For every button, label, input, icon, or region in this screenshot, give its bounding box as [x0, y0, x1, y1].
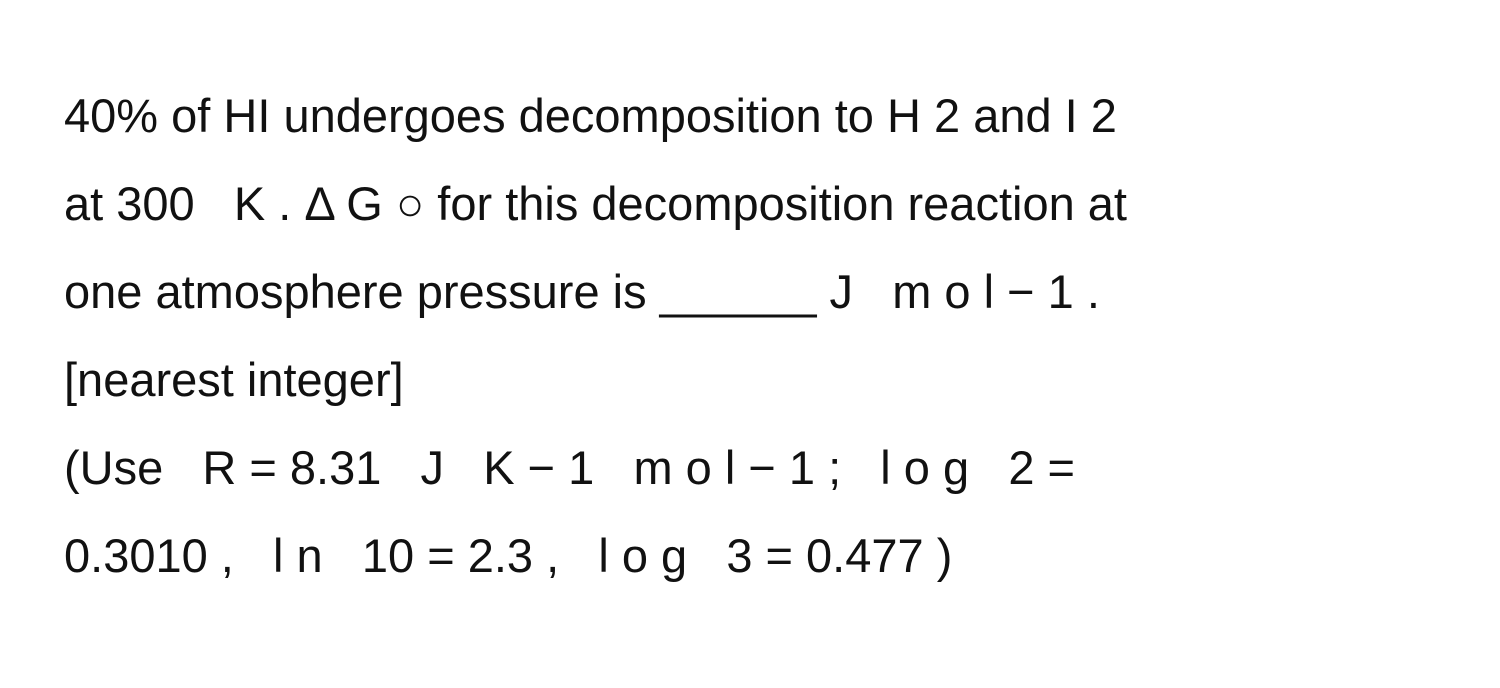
question-line-2: at 300 K . Δ G ○ for this decomposition reaction at — [64, 177, 1127, 230]
question-text-block — [64, 89, 1464, 620]
question-line-1: 40% of HI undergoes decomposition to H 2 and I 2 — [64, 89, 1117, 142]
question-line-4: [nearest integer] — [64, 353, 404, 406]
question-line-3: one atmosphere pressure is ______ J m o l − 1 . — [64, 265, 1100, 318]
question-line-6: 0.3010 , l n 10 = 2.3 , l o g 3 = 0.477 ) — [64, 529, 953, 582]
question-line-5: (Use R = 8.31 J K − 1 m o l − 1 ; l o g 2 = — [64, 441, 1075, 494]
